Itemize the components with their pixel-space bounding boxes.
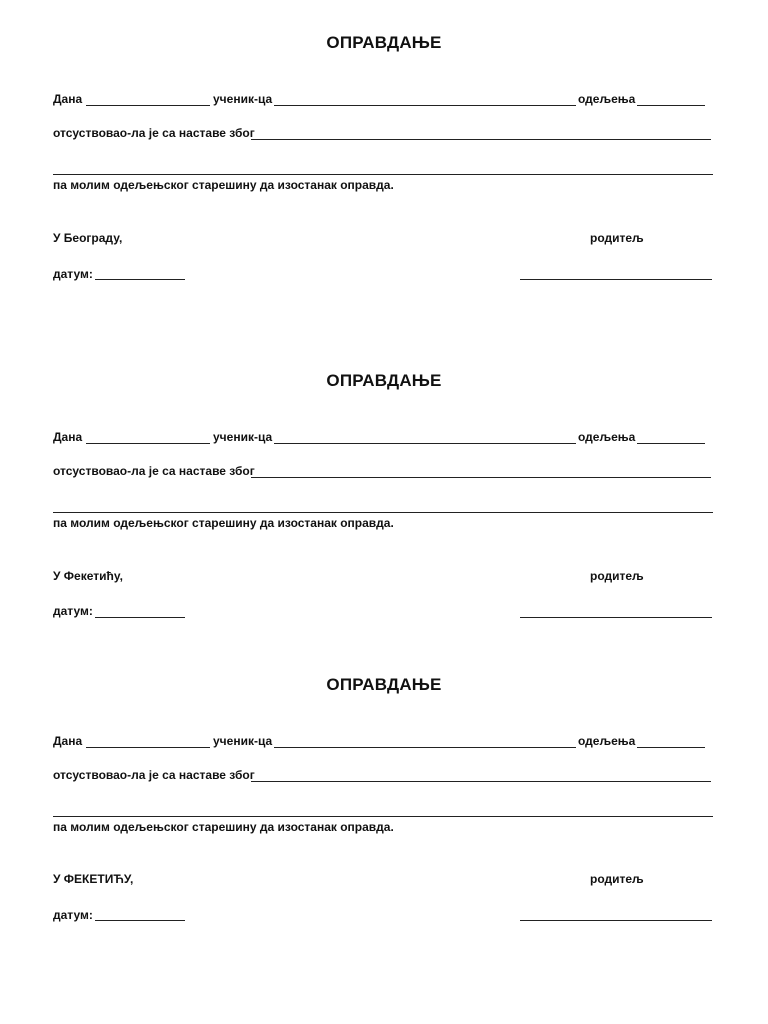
reason-blank[interactable] [251,139,711,140]
request-text: па молим одељењског старешину да изостанак оправда. [53,516,394,530]
excuse-form-1 [0,33,768,323]
parent-signature-blank[interactable] [520,617,712,618]
student-label: ученик-ца [213,92,273,106]
student-name-blank[interactable] [274,443,576,444]
parent-signature-blank[interactable] [520,279,712,280]
excuse-form-2 [0,371,768,661]
student-label: ученик-ца [213,734,273,748]
student-name-blank[interactable] [274,105,576,106]
class-label: одељења [578,92,636,106]
parent-signature-blank[interactable] [520,920,712,921]
day-blank[interactable] [86,443,210,444]
class-blank[interactable] [637,747,705,748]
class-label: одељења [578,734,636,748]
day-label: Дана [53,734,83,748]
class-label: одељења [578,430,636,444]
date-blank[interactable] [95,617,185,618]
form-title: ОПРАВДАЊЕ [326,675,442,694]
student-label: ученик-ца [213,430,273,444]
reason-blank-2[interactable] [53,512,713,513]
day-blank[interactable] [86,105,210,106]
absent-label: отсуствовао-ла је са наставе због [53,768,255,782]
reason-blank[interactable] [251,781,711,782]
absent-label: отсуствовао-ла је са наставе због [53,464,255,478]
day-label: Дана [53,92,83,106]
request-text: па молим одељењског старешину да изостанак оправда. [53,820,394,834]
class-blank[interactable] [637,105,705,106]
request-text: па молим одељењског старешину да изостанак оправда. [53,178,394,192]
reason-blank[interactable] [251,477,711,478]
student-name-blank[interactable] [274,747,576,748]
date-label: датум: [53,267,93,281]
parent-label: родитељ [590,569,644,583]
place-text: У Фекетићу, [53,569,123,583]
reason-blank-2[interactable] [53,174,713,175]
day-label: Дана [53,430,83,444]
parent-label: родитељ [590,231,644,245]
excuse-form-3 [0,675,768,965]
date-blank[interactable] [95,920,185,921]
reason-blank-2[interactable] [53,816,713,817]
form-title: ОПРАВДАЊЕ [326,371,442,390]
absent-label: отсуствовао-ла је са наставе због [53,126,255,140]
place-text: У Београду, [53,231,123,245]
form-title: ОПРАВДАЊЕ [326,33,442,52]
date-blank[interactable] [95,279,185,280]
date-label: датум: [53,908,93,922]
date-label: датум: [53,604,93,618]
day-blank[interactable] [86,747,210,748]
place-text: У ФЕКЕТИЋУ, [53,872,134,886]
parent-label: родитељ [590,872,644,886]
class-blank[interactable] [637,443,705,444]
